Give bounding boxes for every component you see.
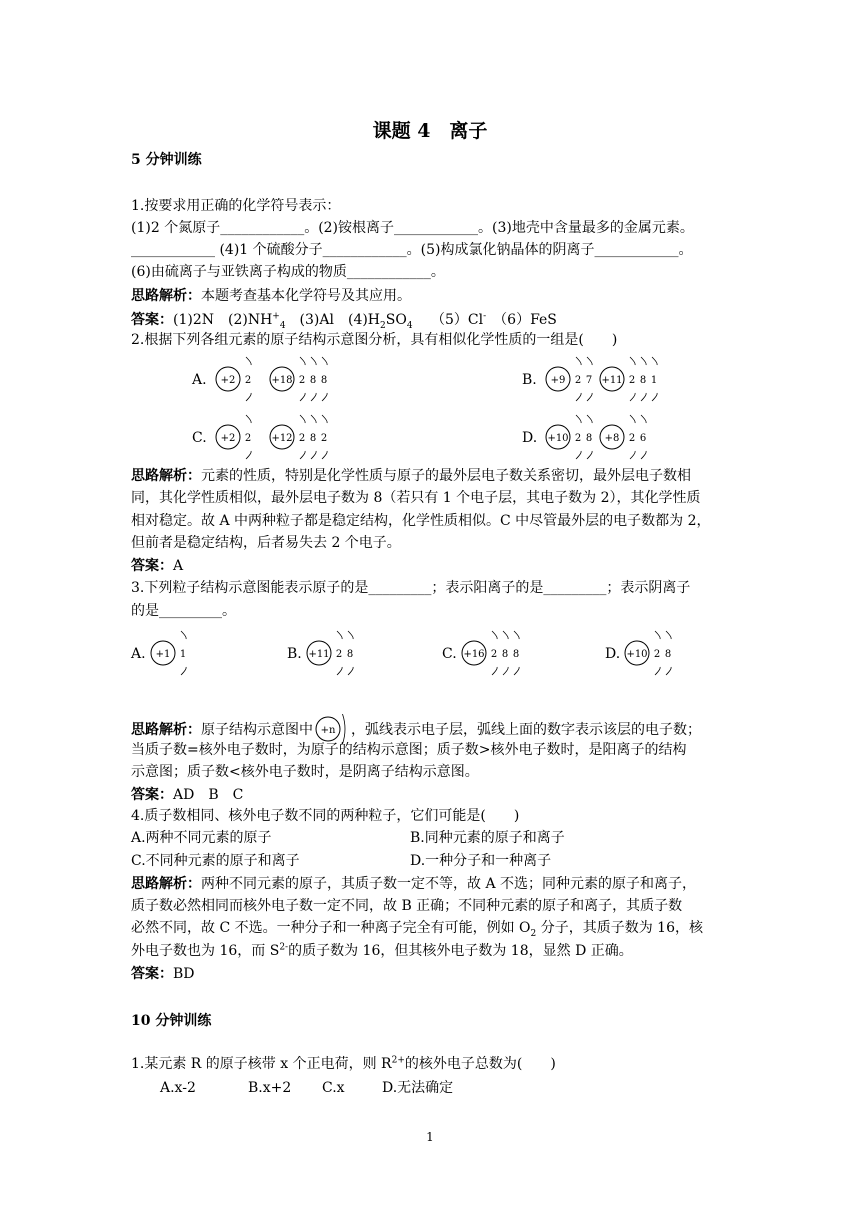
nucleus-label: +11: [601, 375, 623, 386]
shell-electron-count: 2: [628, 433, 636, 444]
shell-arc-bottom: [300, 451, 305, 459]
atom-diagram: [216, 415, 251, 459]
shell-arc-bottom: [492, 667, 497, 675]
shell-electron-count: 2: [335, 649, 343, 660]
q3-analysis-2: 当质子数=核外电子数时，为原子的结构示意图；质子数>核外电子数时，是阳离子的结构: [131, 742, 687, 758]
option-label: A.: [131, 646, 146, 662]
shell-arc-bottom: [641, 393, 646, 401]
option-label: C.: [192, 430, 207, 446]
question-text: 1.某元素 R 的原子核带 x 个正电荷，则 R: [131, 1056, 392, 1072]
answer-text: BD: [173, 966, 195, 982]
superscript: -: [483, 311, 487, 322]
shell-arc-bottom: [322, 393, 327, 401]
shell-arc-top: [652, 357, 657, 365]
atom-diagram: [270, 357, 327, 401]
shell-electron-count: 2: [628, 375, 636, 386]
q3-stem-1: 3.下列粒子结构示意图能表示原子的是_________；表示阳离子的是_________；表示阴离子: [131, 580, 691, 596]
answer-text: A: [173, 558, 184, 574]
q2-analysis-1: [131, 466, 691, 486]
subscript: 4: [406, 320, 413, 331]
shell-arc-bottom: [666, 667, 671, 675]
atom-diagram: [600, 357, 657, 401]
answer-part: SO: [385, 312, 407, 328]
q1-line-2: ____________ (4)1 个硫酸分子____________。(5)构成氯化钠晶体的阴离子____________。: [131, 242, 693, 258]
option-label: A.: [192, 372, 207, 388]
atom-diagram: [216, 357, 251, 401]
analysis-text: 的质子数为 16，但其核外电子数为 18，显然 D 正确。: [288, 943, 633, 959]
shell-electron-count: 8: [585, 433, 593, 444]
section-heading-10min: 10 分钟训练: [131, 1013, 212, 1029]
q2-option-a: [190, 354, 370, 404]
shell-arc-bottom: [300, 393, 305, 401]
q4-option-d: D.一种分子和一种离子: [410, 853, 552, 869]
shell-arc-top: [576, 357, 581, 365]
shell-arc-top: [337, 631, 342, 639]
superscript: 2-: [279, 942, 289, 953]
shell-arc-bottom: [630, 393, 635, 401]
option-label: D.: [605, 646, 621, 662]
subscript: 2: [530, 928, 537, 939]
option-label: D.: [522, 430, 538, 446]
shell-arc-top: [246, 357, 251, 365]
shell-arc-bottom: [641, 451, 646, 459]
answer-part: (3)Al (4)H: [285, 312, 381, 328]
shell-electron-count: 6: [639, 433, 647, 444]
answer-part: (1)2N (2)NH: [173, 312, 273, 328]
shell-electron-count: 8: [309, 433, 317, 444]
shell-electron-count: 2: [244, 375, 252, 386]
shell-arc-top: [322, 415, 327, 423]
shell-arc-top: [655, 631, 660, 639]
shell-arc-bottom: [587, 451, 592, 459]
q1-line-1: (1)2 个氮原子____________。(2)铵根离子____________。(3)地壳中含量最多的金属元素。: [131, 220, 694, 236]
shell-arc-bottom: [348, 667, 353, 675]
shell-arc-top: [311, 415, 316, 423]
shell-arc-top: [641, 357, 646, 365]
shell-arc-top: [503, 631, 508, 639]
shell-arc-top: [514, 631, 519, 639]
q2-analysis-2: 同，其化学性质相似，最外层电子数为 8（若只有 1 个电子层，其电子数为 2），其化学性质: [131, 490, 701, 506]
shell-electron-count: 2: [320, 433, 328, 444]
q5-stem: [131, 1054, 556, 1074]
shell-electron-count: 2: [298, 375, 306, 386]
nucleus-label: +2: [220, 375, 236, 386]
shell-electron-count: 8: [320, 375, 328, 386]
nucleus-label: +1: [155, 649, 171, 660]
q4-stem: 4.质子数相同、核外电子数不同的两种粒子，它们可能是( ): [131, 808, 520, 824]
shell-arc-bottom: [246, 451, 251, 459]
shell-arc-bottom: [587, 393, 592, 401]
superscript: 2+: [391, 1055, 405, 1066]
option-label: B.: [522, 372, 537, 388]
shell-arc-bottom: [652, 393, 657, 401]
shell-arc-bottom: [311, 451, 316, 459]
shell-arc-top: [576, 415, 581, 423]
q2-option-d: [520, 412, 700, 462]
shell-arc-bottom: [337, 667, 342, 675]
shell-arc-bottom: [181, 667, 186, 675]
shell-electron-count: 8: [512, 649, 520, 660]
q2-option-c: [190, 412, 370, 462]
q5-option-a: A.x-2: [160, 1080, 196, 1096]
nucleus-label: +9: [550, 375, 566, 386]
q2-answer: [131, 556, 183, 576]
shell-arc-top: [181, 631, 186, 639]
q5-option-d: D.无法确定: [382, 1080, 454, 1096]
shell-arc-top: [630, 415, 635, 423]
shell-arc-top: [587, 357, 592, 365]
atom-diagram: [546, 357, 592, 401]
answer-label: 答案：: [131, 558, 173, 574]
shell-electron-count: 1: [650, 375, 658, 386]
nucleus-label: +2: [220, 433, 236, 444]
analysis-text: 两种不同元素的原子，其质子数一定不等，故 A 不选；同种元素的原子和离子，: [201, 876, 697, 892]
shell-electron-count: 7: [585, 375, 593, 386]
q1-line-3: (6)由硫离子与亚铁离子构成的物质____________。: [131, 264, 445, 280]
shell-electron-count: 1: [179, 649, 187, 660]
q4-analysis-2: 质子数必然相同而核外电子数一定不同，故 B 正确；不同种元素的原子和离子，其质子数: [131, 898, 683, 914]
shell-electron-count: 2: [574, 433, 582, 444]
q2-option-b: [520, 354, 700, 404]
nucleus-label: +11: [308, 649, 330, 660]
shell-electron-count: 2: [653, 649, 661, 660]
nucleus-label: +n: [320, 725, 336, 736]
analysis-label: 思路解析：: [131, 468, 201, 484]
q3-answer: [131, 785, 243, 805]
shell-arc-top: [348, 631, 353, 639]
analysis-label: 思路解析：: [131, 288, 201, 304]
shell-electron-count: 2: [574, 375, 582, 386]
q1-stem: 1.按要求用正确的化学符号表示：: [131, 198, 341, 214]
shell-arc-top: [587, 415, 592, 423]
shell-arc-top: [246, 415, 251, 423]
q4-analysis-4: [131, 941, 633, 961]
q4-option-a: A.两种不同元素的原子: [131, 830, 272, 846]
analysis-text: 外电子数也为 16，而 S: [131, 943, 280, 959]
analysis-text: ，弧线表示电子层，弧线上面的数字表示该层的电子数；: [351, 722, 701, 738]
q2-analysis-4: 但前者是稳定结构，后者易失去 2 个电子。: [131, 535, 401, 551]
shell-arc-bottom: [246, 393, 251, 401]
analysis-text: 本题考查基本化学符号及其应用。: [201, 288, 411, 304]
nucleus-label: +12: [271, 433, 293, 444]
shell-arc-bottom: [503, 667, 508, 675]
analysis-text: 原子结构示意图中: [201, 722, 313, 738]
shell-electron-count: 8: [664, 649, 672, 660]
q1-analysis: [131, 286, 411, 306]
atom-diagram: [307, 631, 353, 675]
shell-arc-top: [311, 357, 316, 365]
shell-arc-top: [641, 415, 646, 423]
q4-answer: [131, 964, 195, 984]
answer-label: 答案：: [131, 787, 173, 803]
q2-analysis-3: 相对稳定。故 A 中两种粒子都是稳定结构，化学性质相似。C 中尽管最外层的电子数都为 2，: [131, 513, 711, 529]
q2-stem: 2.根据下列各组元素的原子结构示意图分析，具有相似化学性质的一组是( ): [131, 332, 618, 348]
shell-electron-count: 2: [298, 433, 306, 444]
shell-electron-count: 8: [501, 649, 509, 660]
nucleus-label: +8: [604, 433, 620, 444]
shell-arc-top: [666, 631, 671, 639]
q3-option-d: [603, 628, 743, 678]
shell-arc-bottom: [576, 451, 581, 459]
shell-electron-count: 8: [309, 375, 317, 386]
q1-answer: [131, 310, 557, 330]
analysis-text: 元素的性质，特别是化学性质与原子的最外层电子数关系密切，最外层电子数相: [201, 468, 691, 484]
question-text: 的核外电子总数为( ): [404, 1056, 556, 1072]
shell-arc-bottom: [322, 451, 327, 459]
shell-arc-top: [300, 357, 305, 365]
q4-analysis-3: [131, 918, 703, 938]
option-label: B.: [287, 646, 302, 662]
analysis-text: 分子，其质子数为 16，核: [536, 920, 703, 936]
atom-diagram: [462, 631, 519, 675]
answer-part: （5）Cl: [412, 312, 484, 328]
atom-diagram: [600, 415, 646, 459]
shell-electron-count: 8: [346, 649, 354, 660]
shell-arc-bottom: [630, 451, 635, 459]
atom-diagram: [270, 415, 327, 459]
shell-electron-count: 2: [490, 649, 498, 660]
answer-text: AD B C: [173, 787, 244, 803]
q3-option-c: [440, 628, 580, 678]
shell-arc-top: [300, 415, 305, 423]
analysis-label: 思路解析：: [131, 876, 201, 892]
shell-arc-bottom: [514, 667, 519, 675]
answer-label: 答案：: [131, 312, 173, 328]
q5-option-b: B.x+2: [248, 1080, 292, 1096]
nucleus-label: +10: [626, 649, 648, 660]
shell-arc-bottom: [311, 393, 316, 401]
q3-option-b: [285, 628, 425, 678]
nucleus-label: +16: [463, 649, 485, 660]
q4-option-c: C.不同种元素的原子和离子: [131, 853, 300, 869]
answer-part: （6）FeS: [486, 312, 557, 328]
nucleus-label: +10: [547, 433, 569, 444]
shell-electron-count: 8: [639, 375, 647, 386]
nucleus-label: +18: [271, 375, 293, 386]
q3-stem-2: 的是_________。: [131, 603, 236, 619]
q4-analysis-1: [131, 874, 696, 894]
analysis-text: 必然不同，故 C 不选。一种分子和一种离子完全有可能，例如 O: [131, 920, 531, 936]
subscript: 4: [279, 320, 286, 331]
q5-option-c: C.x: [322, 1080, 345, 1096]
q3-option-a: [129, 628, 269, 678]
shell-arc-top: [630, 357, 635, 365]
section-heading-5min: 5 分钟训练: [131, 152, 202, 168]
atom-diagram: [625, 631, 671, 675]
page-title: 课题 4 离子: [372, 120, 488, 142]
superscript: +: [272, 311, 280, 322]
q4-option-b: B.同种元素的原子和离子: [410, 830, 565, 846]
atom-diagram: [546, 415, 592, 459]
subscript: 2: [380, 320, 386, 331]
shell-electron-count: 2: [244, 433, 252, 444]
shell-arc-top: [322, 357, 327, 365]
atom-diagram: [151, 631, 186, 675]
shell-arc-top: [492, 631, 497, 639]
shell-arc-bottom: [655, 667, 660, 675]
answer-label: 答案：: [131, 966, 173, 982]
q3-analysis-3: 示意图；质子数<核外电子数时，是阴离子结构示意图。: [131, 764, 479, 780]
analysis-label: 思路解析：: [131, 722, 201, 738]
option-label: C.: [442, 646, 457, 662]
shell-arc-bottom: [576, 393, 581, 401]
page-number: 1: [426, 1130, 434, 1144]
